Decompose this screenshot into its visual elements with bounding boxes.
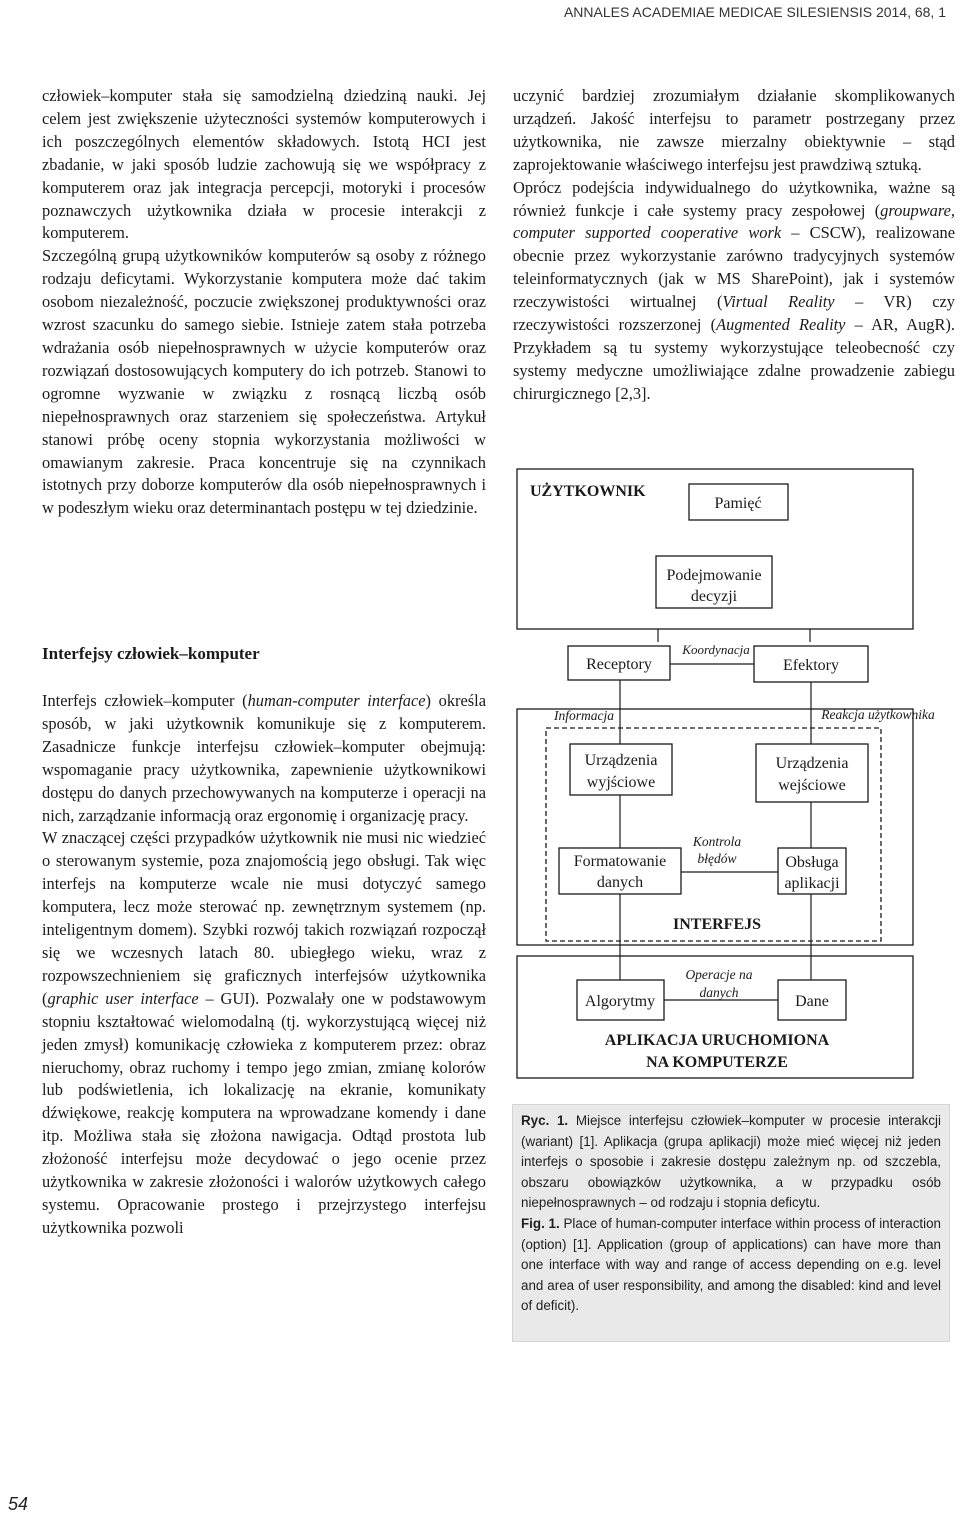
input-devices-line2: wejściowe — [778, 777, 846, 794]
data-formatting-line1: Formatowanie — [573, 853, 667, 870]
user-reaction-label: Reakcja użytkownika — [821, 707, 935, 722]
body-paragraph: uczynić bardziej zrozumiałym działanie skomplikowanych urządzeń. Jakość interfejsu to parametr postrzegany przez użytkownika, nie zawsze mierzalny obiektywnie – stąd zaprojektowanie właściwego interfejsu jest prawdziwą sztuką. — [513, 86, 955, 174]
app-handling-line1: Obsługa — [785, 854, 839, 871]
body-paragraph — [42, 690, 486, 827]
decision-label-line1: Podejmowanie — [666, 567, 762, 584]
data-formatting-line2: danych — [596, 874, 644, 891]
caption-label: Ryc. 1. — [521, 1113, 569, 1128]
caption-text: Miejsce interfejsu człowiek–komputer w procesie interakcji (wariant) [1]. Aplikacja (grupa aplikacji) może mieć więcej niż jeden interfejs o sposobie i zakresie dostępu zależnym np. od szczebla, obszaru obowiązków użytkownika, a w przypadku osób niepełnosprawnych – od rodzaju i stopnia deficytu. — [521, 1113, 941, 1211]
memory-label: Pamięć — [714, 495, 762, 512]
decision-label-line2: decyzji — [690, 588, 738, 605]
output-devices-line2: wyjściowe — [586, 774, 656, 791]
user-label: UŻYTKOWNIK — [530, 483, 646, 500]
italic-term: groupware, computer supported cooperative work — [513, 200, 955, 243]
data-label: Dane — [795, 993, 829, 1010]
figure-caption — [512, 1104, 950, 1342]
left-column-top — [42, 85, 486, 520]
right-column-top — [513, 85, 955, 406]
body-paragraph — [513, 177, 955, 406]
italic-term: human-computer interface — [247, 691, 426, 710]
body-paragraph: człowiek–komputer stała się samodzielną dziedziną nauki. Jej celem jest zwiększenie użyteczności systemów komputerowych i ich poszczególnych elementów składowych. Istotą HCI jest zbadanie, w jaki sposób ludzie zachowują się we współpracy z komputerem oraz jak integracja percepcji, motoryki i procesów poznawczych użytkownika działa w procesie interakcji z komputerem. — [42, 86, 486, 243]
text-run: Interfejs człowiek–komputer ( — [42, 691, 248, 710]
text-run: – VR) czy rzeczywistości rozszerzonej ( — [513, 292, 955, 335]
interface-label: INTERFEJS — [672, 916, 762, 933]
italic-term: Augmented Reality — [716, 315, 846, 335]
caption-polish — [521, 1111, 941, 1214]
coordination-label: Koordynacja — [682, 642, 750, 657]
application-label-line2: NA KOMPUTERZE — [646, 1054, 788, 1071]
page-number: 54 — [8, 1494, 29, 1514]
input-devices-line1: Urządzenia — [775, 755, 849, 772]
italic-term: graphic user interface — [47, 988, 199, 1008]
output-devices-line1: Urządzenia — [584, 752, 658, 769]
text-run: – GUI). Pozwalały one w podstawowym stopniu kształtować wielomodalną (tj. wykorzystującą więcej niż jeden zmysł) komunikację człowieka z komputerem przez: obraz nieruchomy, obraz ruchomy i tempo jego zmian, zmianę kolorów lub podświetlenia, ich lokalizację na ekranie, komunikaty dźwiękowe, reakcję komputera na wprowadzane komendy i dane itp. Możliwa stała się złożona nawigacja. Odtąd prostota lub złożoność interfejsu może decydować o jego ocenie przez użytkownika w zakresie złożoności i walorów użytkowych całego systemu. Opracowanie prostego i przejrzystego interfejsu użytkownika pozwoli — [42, 988, 486, 1237]
error-control-line1: Kontrola — [692, 834, 742, 849]
text-run: Oprócz podejścia indywidualnego do użytkownika, ważne są również funkcje i całe systemy pracy zespołowej ( — [513, 177, 955, 220]
text-run: ) określa sposób, w jaki użytkownik komunikuje się z komputerem. Zasadnicze funkcje interfejsu człowiek–komputer obejmują: wspomaganie pracy użytkownika, zapewnienie użytkownikowi dostępu do danych przechowywanych na komputerze i operacji na nich, zarządzanie informacją oraz ergonomię i organizację pracy. — [42, 691, 487, 825]
text-run: W znaczącej części przypadków użytkownik nie musi nic wiedzieć o sterowanym systemie, poza znajomością jego obsługi. Tak więc interfejs na komputerze wcale nie musi dotyczyć samego komputera, lecz może sterować np. zewnętrznym systemem (np. inteligentnym domem). Szybki rozwój takich rozwiązań rozpoczął się we wczesnych latach 80. ubiegłego wieku, wraz z rozpowszechnieniem się graficznych interfejsów użytkownika ( — [42, 828, 486, 1008]
data-operations-line2: danych — [699, 985, 739, 1000]
body-paragraph: Szczególną grupą użytkowników komputerów są osoby z różnego rodzaju deficytami. Wykorzystanie komputera może dać takim osobom niezależność, poczucie zwiększonej produktywności oraz wzrost szacunku do samego siebie. Istnieje zatem stała potrzeba wdrażania osób niepełnosprawnych w użycie komputerów oraz rozwiązań dostosowujących komputery do ich potrzeb. Stanowi to ogromne wyzwanie w związku z rosnącą liczbą osób niepełnosprawnych oraz starzeniem się społeczeństwa. Artykuł stanowi próbę oceny stopnia wykorzystania możliwości w omawianym zakresie. Praca koncentruje się na czynnikach istotnych przy doborze komputerów dla osób niepełnosprawnych i w podeszłym wieku oraz determinantach postępu w tej dziedzinie. — [42, 246, 486, 518]
text-run: – AR, AugR). Przykładem są tu systemy wykorzystujące teleobecność czy systemy medyczne umożliwiające zdalne prowadzenie zabiegu chirurgicznego [2,3]. — [513, 315, 955, 403]
text-run: – CSCW), realizowane obecnie przez wykorzystanie zarówno tradycyjnych systemów teleinformatycznych (jak w MS SharePoint), jak i systemów rzeczywistości wirtualnej ( — [513, 223, 955, 312]
italic-term: Virtual Reality — [722, 292, 835, 312]
caption-text: Place of human-computer interface within process of interaction (option) [1]. Application (group of applications) can have more than one interface with way and range of access depending on e.g. level and area of user responsibility, and among the disabled: kind and level of deficit). — [521, 1215, 941, 1314]
application-label-line1: APLIKACJA URUCHOMIONA — [604, 1032, 830, 1049]
interaction-diagram — [516, 468, 935, 1080]
algorithm-label: Algorytmy — [584, 993, 656, 1010]
left-column-bottom — [42, 690, 486, 1240]
error-control-line2: błędów — [697, 851, 737, 866]
information-label: Informacja — [554, 708, 614, 723]
caption-label: Fig. 1. — [521, 1215, 560, 1231]
app-handling-line2: aplikacji — [784, 875, 840, 892]
section-heading: Interfejsy człowiek–komputer — [42, 644, 260, 663]
data-operations-line1: Operacje na — [685, 967, 753, 982]
running-head: ANNALES ACADEMIAE MEDICAE SILESIENSIS 2014, 68, 1 — [563, 4, 946, 20]
effectors-label: Efektory — [783, 657, 839, 674]
receptors-label: Receptory — [586, 656, 652, 673]
body-paragraph — [42, 827, 486, 1239]
caption-english — [521, 1214, 941, 1317]
